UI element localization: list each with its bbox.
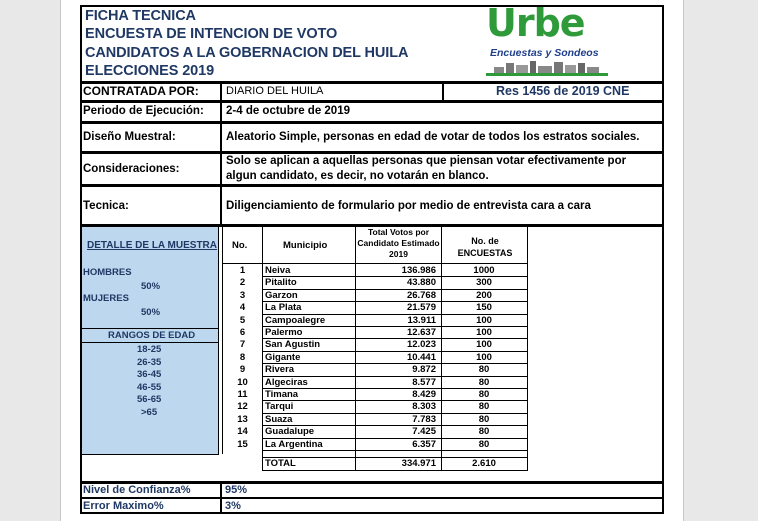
row-municipio: Campoalegre xyxy=(265,314,326,326)
error-value: 3% xyxy=(225,500,241,512)
row-number: 13 xyxy=(237,413,248,425)
row-number: 4 xyxy=(239,302,246,314)
row-votos: 13.911 xyxy=(407,314,436,326)
col-header-votos: Total Votos por Candidato Estimado 2019 xyxy=(357,227,440,259)
header-line-1: FICHA TECNICA xyxy=(85,8,196,24)
contratada-value: DIARIO DEL HUILA xyxy=(226,85,324,97)
divider xyxy=(82,454,219,455)
mujeres-label: MUJERES xyxy=(83,293,129,304)
rango-item: 46-55 xyxy=(137,382,162,393)
row-votos: 8.577 xyxy=(412,376,436,388)
total-label: TOTAL xyxy=(265,458,296,469)
divider xyxy=(220,152,222,186)
header-box xyxy=(80,1,664,83)
row-encuestas: 80 xyxy=(478,364,490,376)
confianza-label: Nivel de Confianza% xyxy=(83,484,191,496)
divider xyxy=(220,101,222,123)
row-number: 9 xyxy=(239,364,246,376)
row-municipio: Tarqui xyxy=(265,401,294,413)
row-municipio: Palermo xyxy=(265,327,303,338)
row-encuestas: 80 xyxy=(478,413,490,425)
row-votos: 12.637 xyxy=(406,327,436,338)
row-number: 1 xyxy=(239,265,246,276)
hombres-label: HOMBRES xyxy=(83,267,132,278)
divider xyxy=(82,342,218,343)
row-encuestas: 80 xyxy=(478,438,490,450)
error-label: Error Maximo% xyxy=(83,500,164,512)
row-municipio: Neiva xyxy=(265,265,291,276)
periodo-value: 2-4 de octubre de 2019 xyxy=(226,105,350,117)
row-number: 10 xyxy=(237,376,248,388)
mujeres-pct: 50% xyxy=(141,307,161,318)
tecnica-value: Diligenciamiento de formulario por medio de entrevista cara a cara xyxy=(226,200,591,212)
resolution-text: Res 1456 de 2019 CNE xyxy=(496,84,630,98)
divider xyxy=(218,227,219,455)
row-municipio: Rivera xyxy=(265,364,295,376)
header-line-2: ENCUESTA DE INTENCION DE VOTO xyxy=(85,26,338,42)
row-encuestas: 80 xyxy=(478,426,490,438)
row-votos: 10.441 xyxy=(406,351,436,363)
grid-line xyxy=(222,263,528,264)
rango-item: 26-35 xyxy=(137,357,162,368)
divider xyxy=(82,328,218,329)
row-encuestas: 80 xyxy=(478,376,490,388)
row-municipio: La Argentina xyxy=(265,438,323,450)
row-municipio: Garzon xyxy=(265,289,298,301)
row-encuestas: 100 xyxy=(476,314,492,326)
header-line-3: CANDIDATOS A LA GOBERNACION DEL HUILA xyxy=(85,45,409,61)
col-header-no: No. xyxy=(232,240,248,251)
diseno-value: Aleatorio Simple, personas en edad de votar de todos los estratos sociales. xyxy=(226,131,640,143)
rango-item: 56-65 xyxy=(137,394,162,405)
row-votos: 26.768 xyxy=(406,289,436,301)
row-votos: 12.023 xyxy=(406,339,436,351)
rango-item: >65 xyxy=(141,407,158,418)
total-votos: 334.971 xyxy=(401,458,436,469)
row-encuestas: 300 xyxy=(476,277,492,289)
row-encuestas: 1000 xyxy=(473,265,495,276)
row-encuestas: 200 xyxy=(476,289,492,301)
row-municipio: San Agustin xyxy=(265,339,321,351)
row-votos: 7.783 xyxy=(412,413,436,425)
grid-line xyxy=(262,470,528,471)
total-encuestas: 2.610 xyxy=(472,458,496,469)
row-municipio: Pitalito xyxy=(265,277,297,289)
consideraciones-label: Consideraciones: xyxy=(83,163,180,175)
logo-subtitle: Encuestas y Sondeos xyxy=(490,47,599,59)
divider xyxy=(220,185,222,226)
muestra-title: DETALLE DE LA MUESTRA xyxy=(87,240,217,251)
divider xyxy=(80,497,664,499)
row-municipio: Guadalupe xyxy=(265,426,315,438)
row-votos: 21.579 xyxy=(406,302,436,314)
row-number: 14 xyxy=(237,426,248,438)
header-line-4: ELECCIONES 2019 xyxy=(85,63,215,79)
row-municipio: La Plata xyxy=(265,302,302,314)
row-line xyxy=(262,450,528,451)
city-skyline-icon xyxy=(486,59,608,77)
row-municipio: Algeciras xyxy=(265,376,308,388)
rangos-title: RANGOS DE EDAD xyxy=(108,330,196,341)
logo-wordmark: Urbe xyxy=(486,1,585,45)
row-number: 3 xyxy=(239,289,246,301)
row-votos: 43.880 xyxy=(406,277,436,289)
row-number: 7 xyxy=(239,339,246,351)
row-number: 2 xyxy=(239,277,246,289)
row-municipio: Suaza xyxy=(265,413,293,425)
row-number: 12 xyxy=(237,401,248,413)
consideraciones-value-2: algun candidato, es decir, no votarán en blanco. xyxy=(226,170,489,182)
divider xyxy=(442,82,444,102)
contratada-label: CONTRATADA POR: xyxy=(83,84,199,98)
divider xyxy=(220,122,222,153)
row-number: 15 xyxy=(237,438,248,450)
row-number: 11 xyxy=(237,389,248,400)
row-votos: 9.872 xyxy=(412,364,436,376)
row-votos: 6.357 xyxy=(412,438,436,450)
diseno-label: Diseño Muestral: xyxy=(83,131,176,143)
row-encuestas: 100 xyxy=(476,339,492,351)
col-header-encuestas: No. de ENCUESTAS xyxy=(457,236,513,258)
row-number: 8 xyxy=(239,351,246,363)
rango-item: 18-25 xyxy=(137,344,162,355)
row-votos: 136.986 xyxy=(401,265,436,276)
confianza-value: 95% xyxy=(225,484,248,496)
hombres-pct: 50% xyxy=(141,281,161,292)
rango-item: 36-45 xyxy=(137,369,162,380)
row-municipio: Gigante xyxy=(265,351,301,363)
col-header-municipio: Municipio xyxy=(283,240,328,251)
divider xyxy=(220,82,222,102)
row-number: 5 xyxy=(239,314,246,326)
consideraciones-value-1: Solo se aplican a aquellas personas que piensan votar efectivamente por xyxy=(226,155,627,167)
periodo-label: Periodo de Ejecución: xyxy=(83,105,204,117)
row-votos: 7.425 xyxy=(412,426,436,438)
row-encuestas: 80 xyxy=(478,389,490,400)
row-encuestas: 100 xyxy=(476,351,492,363)
row-number: 6 xyxy=(239,327,246,338)
row-encuestas: 80 xyxy=(478,401,490,413)
row-encuestas: 150 xyxy=(476,302,492,314)
row-encuestas: 100 xyxy=(476,327,492,338)
row-votos: 8.303 xyxy=(412,401,436,413)
tecnica-label: Tecnica: xyxy=(83,200,129,212)
row-municipio: Timana xyxy=(265,389,299,400)
row-votos: 8.429 xyxy=(412,389,436,400)
